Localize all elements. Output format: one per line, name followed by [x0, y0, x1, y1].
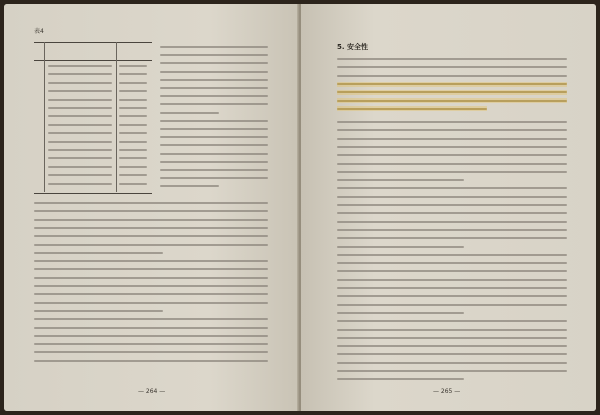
- text-line: [119, 132, 147, 134]
- text-line: [119, 166, 147, 168]
- text-line: [119, 82, 147, 84]
- text-line: [34, 293, 268, 295]
- text-line: [337, 304, 567, 306]
- text-line: [48, 166, 112, 168]
- page-number-left: — 264 —: [138, 388, 166, 395]
- text-line: [337, 378, 464, 380]
- highlighted-text-line: [337, 108, 487, 110]
- text-line: [34, 244, 268, 246]
- text-line: [337, 312, 464, 314]
- text-line: [337, 345, 567, 347]
- text-line: [34, 260, 268, 262]
- text-line: [337, 129, 567, 131]
- text-line: [160, 112, 219, 114]
- text-line: [337, 138, 567, 140]
- text-line: [160, 120, 268, 122]
- text-line: [337, 163, 567, 165]
- right-page: [301, 4, 596, 411]
- text-line: [337, 187, 567, 189]
- text-line: [48, 124, 112, 126]
- text-line: [337, 295, 567, 297]
- text-line: [337, 279, 567, 281]
- text-line: [160, 128, 268, 130]
- table-column-rule: [116, 42, 117, 192]
- text-line: [34, 310, 163, 312]
- text-line: [337, 212, 567, 214]
- text-line: [160, 185, 219, 187]
- text-line: [48, 99, 112, 101]
- text-line: [48, 141, 112, 143]
- text-line: [119, 174, 147, 176]
- text-line: [34, 210, 268, 212]
- text-line: [160, 136, 268, 138]
- text-line: [34, 343, 268, 345]
- text-line: [337, 154, 567, 156]
- text-line: [48, 107, 112, 109]
- text-line: [48, 174, 112, 176]
- text-line: [34, 327, 268, 329]
- text-line: [160, 87, 268, 89]
- text-line: [337, 146, 567, 148]
- text-line: [48, 90, 112, 92]
- text-line: [337, 121, 567, 123]
- text-line: [337, 270, 567, 272]
- text-line: [34, 235, 268, 237]
- text-line: [119, 149, 147, 151]
- text-line: [160, 161, 268, 163]
- text-line: [119, 124, 147, 126]
- text-line: [34, 268, 268, 270]
- text-line: [34, 351, 268, 353]
- text-line: [34, 302, 268, 304]
- text-line: [337, 287, 567, 289]
- page-number-right: — 265 —: [433, 388, 461, 395]
- text-line: [337, 237, 567, 239]
- text-line: [337, 58, 567, 60]
- text-line: [160, 54, 268, 56]
- text-line: [34, 277, 268, 279]
- text-line: [337, 362, 567, 364]
- text-line: [48, 82, 112, 84]
- text-line: [337, 370, 567, 372]
- text-line: [160, 79, 268, 81]
- text-line: [34, 219, 268, 221]
- table-column-rule: [44, 42, 45, 192]
- text-line: [160, 169, 268, 171]
- text-line: [337, 196, 567, 198]
- text-line: [160, 62, 268, 64]
- text-line: [337, 221, 567, 223]
- text-line: [34, 335, 268, 337]
- highlighted-text-line: [337, 91, 567, 93]
- text-line: [337, 329, 567, 331]
- text-line: [34, 360, 268, 362]
- text-line: [34, 202, 268, 204]
- text-line: [119, 90, 147, 92]
- left-page: [4, 4, 299, 411]
- text-line: [160, 103, 268, 105]
- text-line: [160, 71, 268, 73]
- text-line: [337, 337, 567, 339]
- text-line: [337, 66, 567, 68]
- text-line: [337, 204, 567, 206]
- table-header-rule: [34, 60, 152, 61]
- text-line: [337, 254, 567, 256]
- text-line: [34, 285, 268, 287]
- text-line: [48, 65, 112, 67]
- text-line: [337, 262, 567, 264]
- text-line: [160, 144, 268, 146]
- text-line: [337, 229, 567, 231]
- text-line: [34, 252, 163, 254]
- highlighted-text-line: [337, 83, 567, 85]
- text-line: [160, 153, 268, 155]
- text-line: [48, 183, 112, 185]
- text-line: [337, 353, 567, 355]
- text-line: [160, 95, 268, 97]
- text-line: [119, 183, 147, 185]
- text-line: [337, 246, 464, 248]
- text-line: [337, 171, 567, 173]
- text-line: [34, 318, 268, 320]
- text-line: [119, 107, 147, 109]
- book-spread: [4, 4, 596, 411]
- table-caption: 表4: [34, 28, 44, 35]
- text-line: [119, 141, 147, 143]
- section-heading: 5. 安全性: [337, 43, 368, 51]
- text-line: [337, 320, 567, 322]
- text-line: [48, 132, 112, 134]
- highlighted-text-line: [337, 100, 567, 102]
- text-line: [119, 65, 147, 67]
- text-line: [160, 46, 268, 48]
- text-line: [119, 99, 147, 101]
- text-line: [160, 177, 268, 179]
- text-line: [337, 179, 464, 181]
- text-line: [48, 149, 112, 151]
- text-line: [34, 227, 268, 229]
- text-line: [337, 75, 567, 77]
